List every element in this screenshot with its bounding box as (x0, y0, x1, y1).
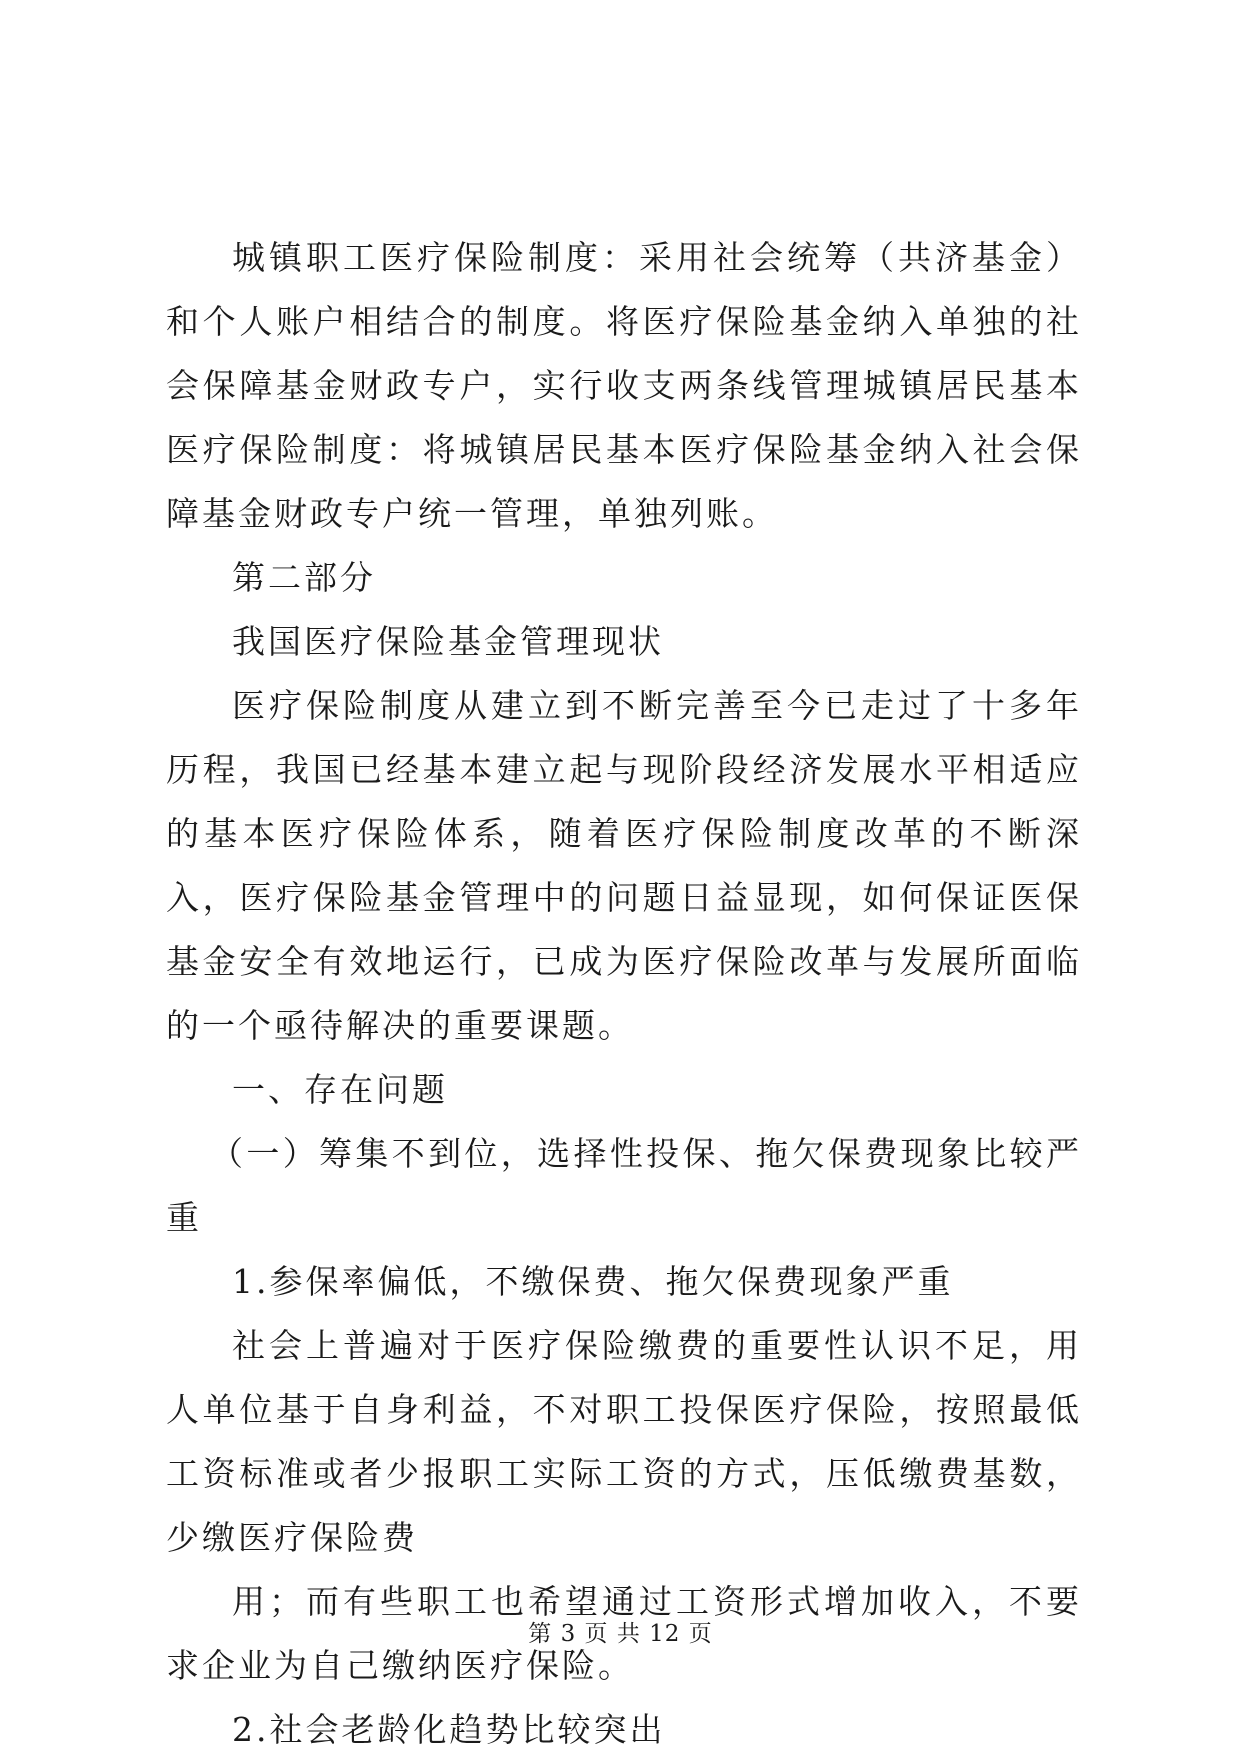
page-number-footer: 第 3 页 共 12 页 (528, 1621, 713, 1647)
paragraph-insurance-systems: 城镇职工医疗保险制度：采用社会统筹（共济基金）和个人账户相结合的制度。将医疗保险基金纳入单独的社会保障基金财政专户，实行收支两条线管理城镇居民基本医疗保险制度：将城镇居民基本医疗保险基金纳入社会保障基金财政专户统一管理，单独列账。 (166, 238, 1082, 533)
subheading-aging: 2.社会老龄化趋势比较突出 (232, 1710, 666, 1749)
heading-problems: 一、存在问题 (232, 1070, 448, 1109)
subheading-participation-rate: 1.参保率偏低，不缴保费、拖欠保费现象严重 (232, 1262, 954, 1301)
section-heading-part-two: 第二部分 (232, 558, 376, 597)
paragraph-current-status: 医疗保险制度从建立到不断完善至今已走过了十多年历程，我国已经基本建立起与现阶段经济发展水平相适应的基本医疗保险体系，随着医疗保险制度改革的不断深入，医疗保险基金管理中的问题日益显现，如何保证医保基金安全有效地运行，已成为医疗保险改革与发展所面临的一个亟待解决的重要课题。 (166, 686, 1082, 1045)
paragraph-employees: 用；而有些职工也希望通过工资形式增加收入，不要求企业为自己缴纳医疗保险。 (166, 1582, 1082, 1685)
paragraph-awareness: 社会上普遍对于医疗保险缴费的重要性认识不足，用人单位基于自身利益，不对职工投保医疗保险，按照最低工资标准或者少报职工实际工资的方式，压低缴费基数，少缴医疗保险费 (166, 1326, 1082, 1557)
document-body (166, 226, 1082, 1762)
section-title: 我国医疗保险基金管理现状 (232, 622, 664, 661)
subheading-collection: （一）筹集不到位，选择性投保、拖欠保费现象比较严重 (166, 1134, 1082, 1237)
